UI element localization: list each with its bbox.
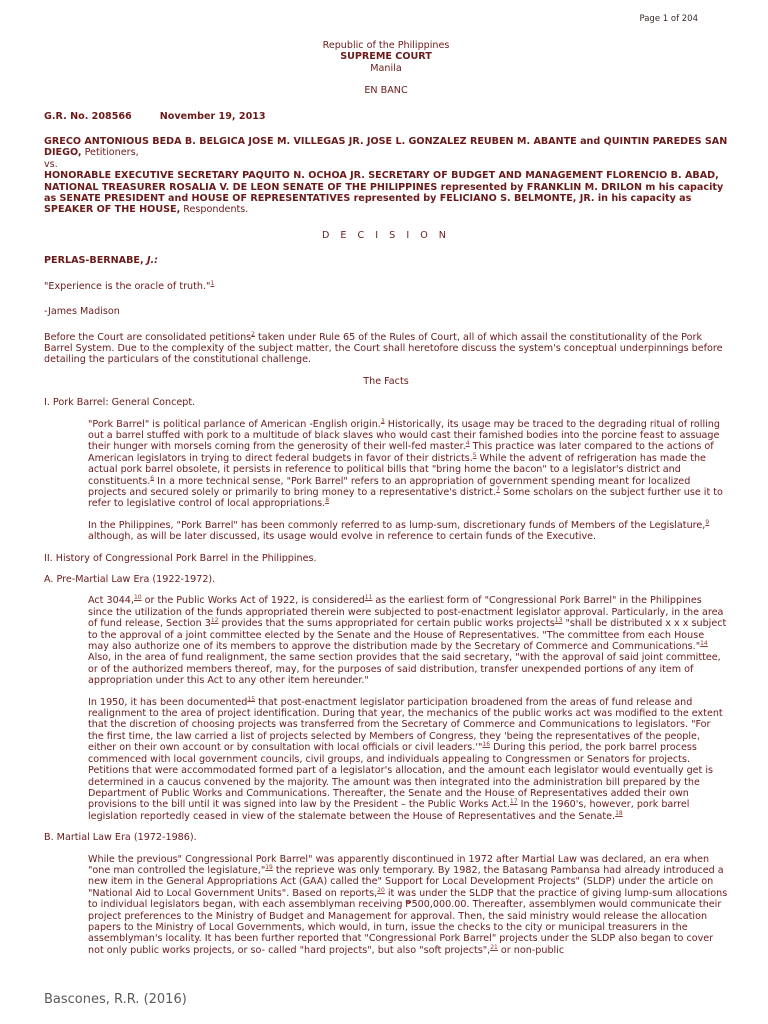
epigraph-author: -James Madison xyxy=(44,306,120,318)
footnote-link[interactable]: 14 xyxy=(700,639,708,647)
petitioners-names: GRECO ANTONIOUS BEDA B. BELGICA JOSE M. VILLEGAS JR. JOSE L. GONZALEZ REUBEN M. ABANTE and QUINTIN PAREDES SAN DIEGO, xyxy=(44,136,728,159)
court-city: Manila xyxy=(370,62,402,74)
footnote-link[interactable]: 20 xyxy=(377,886,385,894)
division-label: EN BANC xyxy=(364,85,408,97)
decision-title: D E C I S I O N xyxy=(322,229,450,241)
paragraph-text: In 1950, it has been documented xyxy=(88,696,248,708)
paragraph-text: although, as will be later discussed, its usage would evolve in reference to certain funds of the Executive. xyxy=(88,531,597,543)
respondents-block xyxy=(44,170,728,216)
footnote-link[interactable]: 17 xyxy=(509,798,518,806)
paragraph-text: Also, in the area of fund realignment, the same section provides that the said secretary, "with the approval of said joint committee, or of the authorized members thereof, may, for the purposes of said distribution, transfer unexpended portions of any item of appropriation under this Act to any other item hereunder." xyxy=(88,652,721,687)
footnote-link[interactable]: 15 xyxy=(247,695,256,703)
paragraph-text: In a more technical sense, "Pork Barrel" refers to an appropriation of government spending meant for localized projects and secured solely or primarily to bring money to a representative's district. xyxy=(88,475,691,498)
paragraph-text: During this period, the pork barrel process commenced with local government councils, civil groups, and individuals appealing to Congressmen or Senators for projects. Petitions that were accommodated formed part of a legislator's allocation, and the amount each legislator would eventually get is determined in a caucus convened by the majority. The amount was then integrated into the administration bill prepared by the Department of Public Works and Communications. Thereafter, the Senate and the House of Representatives added their own provisions to the bill until it was signed into law by the President – the Public Works Act. xyxy=(88,742,714,811)
footnote-link[interactable]: 9 xyxy=(705,518,710,526)
paragraph-act-3044 xyxy=(44,595,728,686)
petitioners-block xyxy=(44,136,728,159)
paragraph-martial-law xyxy=(44,854,728,957)
footnote-link[interactable]: 3 xyxy=(380,417,385,425)
document-body xyxy=(44,40,728,956)
paragraph-philippine-usage xyxy=(44,520,728,543)
ponente-name: PERLAS-BERNABE, xyxy=(44,255,144,267)
footnote-link[interactable]: 5 xyxy=(472,451,477,459)
paragraph-1950 xyxy=(44,697,728,822)
paragraph-text: or non-public xyxy=(497,944,565,956)
court-header xyxy=(44,40,728,97)
paragraph-text: "Pork Barrel" is political parlance of American -English origin. xyxy=(88,418,381,430)
footnote-link[interactable]: 1 xyxy=(210,279,215,287)
footnote-link[interactable]: 10 xyxy=(133,594,142,602)
paragraph-text: that post-enactment legislator participation broadened from the areas of fund release and realignment to the area of project identification. During that year, the mechanics of the public works act was modified to the extent that the discretion of choosing projects was transferred from the Secretary of Commerce and Communications to legislators. "For the first time, the law carried a list of projects selected by Members of Congress, they 'being the representatives of the people, either on their own account or by consultation with local officials or civil leaders.'" xyxy=(88,696,723,754)
epigraph-quote: "Experience is the oracle of truth."$^1$ xyxy=(44,279,215,292)
footnote-link[interactable]: 8 xyxy=(325,497,330,505)
versus-label: vs. xyxy=(44,158,58,170)
footnote-link[interactable]: 16 xyxy=(482,741,491,749)
facts-heading: The Facts xyxy=(363,375,409,387)
gr-number: G.R. No. 208566 xyxy=(44,110,132,122)
section-heading-general-concept: I. Pork Barrel: General Concept. xyxy=(44,397,196,409)
footnote-link[interactable]: 13 xyxy=(554,617,563,625)
footnote-link[interactable]: 21 xyxy=(490,943,498,951)
footnote-link[interactable]: 6 xyxy=(150,474,155,482)
page-number: Page 1 of 204 xyxy=(639,14,698,24)
section-heading-pre-martial-law: A. Pre-Martial Law Era (1922-1972). xyxy=(44,574,216,585)
paragraph-text: the reprieve was only temporary. By 1982, the Batasang Pambansa had already introduced a new item in the General Appropriations Act (GAA) called the" Support for Local Development Projects" (SLDP) under the article on "National Aid to Local Government Units". Based on reports, xyxy=(88,864,724,899)
section-heading-history: II. History of Congressional Pork Barrel in the Philippines. xyxy=(44,552,317,564)
case-number-line xyxy=(44,111,728,122)
court-name: SUPREME COURT xyxy=(340,51,432,63)
paragraph-text: In the 1960's, however, pork barrel legislation reportedly ceased in view of the stalemate between the House of Representatives and the Senate. xyxy=(88,799,690,822)
petitioners-label: Petitioners, xyxy=(81,147,139,159)
decision-date: November 19, 2013 xyxy=(159,110,266,122)
republic-line: Republic of the Philippines xyxy=(322,40,450,51)
paragraph-text: Act 3044, xyxy=(88,595,134,607)
ponente-line xyxy=(44,255,728,266)
section-heading-martial-law: B. Martial Law Era (1972-1986). xyxy=(44,832,197,844)
footnote-link[interactable]: 7 xyxy=(496,485,500,493)
paragraph-text: Some scholars on the subject further use it to refer to legislative control of local appropriations. xyxy=(88,486,723,510)
footnote-link[interactable]: 12 xyxy=(210,617,219,625)
paragraph-text: or the Public Works Act of 1922, is considered xyxy=(141,595,365,607)
paragraph-text: provides that the sums appropriated for certain public works projects xyxy=(218,618,555,630)
paragraph-text: While the previous" Congressional Pork Barrel" was apparently discontinued in 1972 after Martial Law was declared, an era when "one man controlled the legislature," xyxy=(88,853,710,876)
respondents-label: Respondents. xyxy=(180,204,249,216)
intro-paragraph: Before the Court are consolidated petitions$^2$ taken under Rule 65 of the Rules of Court, all of which assail the constitutionality of the Pork Barrel System. Due to the complexity of the subject matter, the Court shall heretofore discuss the system's conceptual underpinnings before detailing the particulars of the constitutional challenge. xyxy=(44,330,723,366)
footnote-link[interactable]: 4 xyxy=(465,440,470,448)
paragraph-text: Historically, its usage may be traced to the degrading ritual of rolling out a barrel stuffed with pork to a multitude of black slaves who would cast their famished bodies into the porcine feast to assuage their hunger with morsels coming from the generosity of their well-fed master. xyxy=(88,418,720,453)
footnote-link[interactable]: 18 xyxy=(615,809,623,817)
paragraph-text: as the earliest form of "Congressional Pork Barrel" in the Philippines since the utilization of the funds appropriated therein were subjected to post-enactment legislator approval. Particularly, in the area of fund release, Section 3 xyxy=(88,595,724,630)
ponente-suffix: J.: xyxy=(143,255,159,267)
respondents-names: HONORABLE EXECUTIVE SECRETARY PAQUITO N. OCHOA JR. SECRETARY OF BUDGET AND MANAGEMENT FLORENCIO B. ABAD, NATIONAL TREASURER ROSALIA V. DE LEON SENATE OF THE PHILIPPINES represented by FRANKLIN M. DRILON m his capacity as SENATE PRESIDENT and HOUSE OF REPRESENTATIVES represented by FELICIANO S. BELMONTE, JR. in his capacity as SPEAKER OF THE HOUSE, xyxy=(44,170,724,216)
paragraph-text: While the advent of refrigeration has made the actual pork barrel obsolete, it persists in reference to political bills that "bring home the bacon" to a legislator's district and constituents. xyxy=(88,452,706,487)
footnote-link[interactable]: 2 xyxy=(251,330,255,338)
document-footer: Bascones, R.R. (2016) xyxy=(44,992,187,1007)
paragraph-text: This practice was later compared to the actions of American legislators in trying to direct federal budgets in favor of their districts. xyxy=(88,441,714,464)
paragraph-text: In the Philippines, "Pork Barrel" has been commonly referred to as lump-sum, discretionary funds of Members of the Legislature, xyxy=(88,519,706,531)
paragraph-text: "shall be distributed x x x subject to the approval of a joint committee elected by the Senate and the House of Representatives. "The committee from each House may also authorize one of its members to approve the distribution made by the Secretary of Commerce and Communications." xyxy=(88,618,727,653)
footnote-link[interactable]: 19 xyxy=(265,863,273,871)
footnote-link[interactable]: 11 xyxy=(364,594,373,602)
paragraph-pork-barrel-definition xyxy=(44,419,728,510)
paragraph-text: it was under the SLDP that the practice of giving lump-sum allocations to individual legislators began, with each assemblyman receiving ₱500,000.00. Thereafter, assemblymen would communicate their project preferences to the Ministry of Budget and Management for approval. Then, the said ministry would release the allocation papers to the Ministry of Local Governments, which would, in turn, issue the checks to the city or municipal treasurers in the assemblyman's locality. It has been further reported that "Congressional Pork Barrel" projects under the SLDP also began to cover not only public works projects, or so- called "hard projects", but also "soft projects", xyxy=(88,887,728,956)
